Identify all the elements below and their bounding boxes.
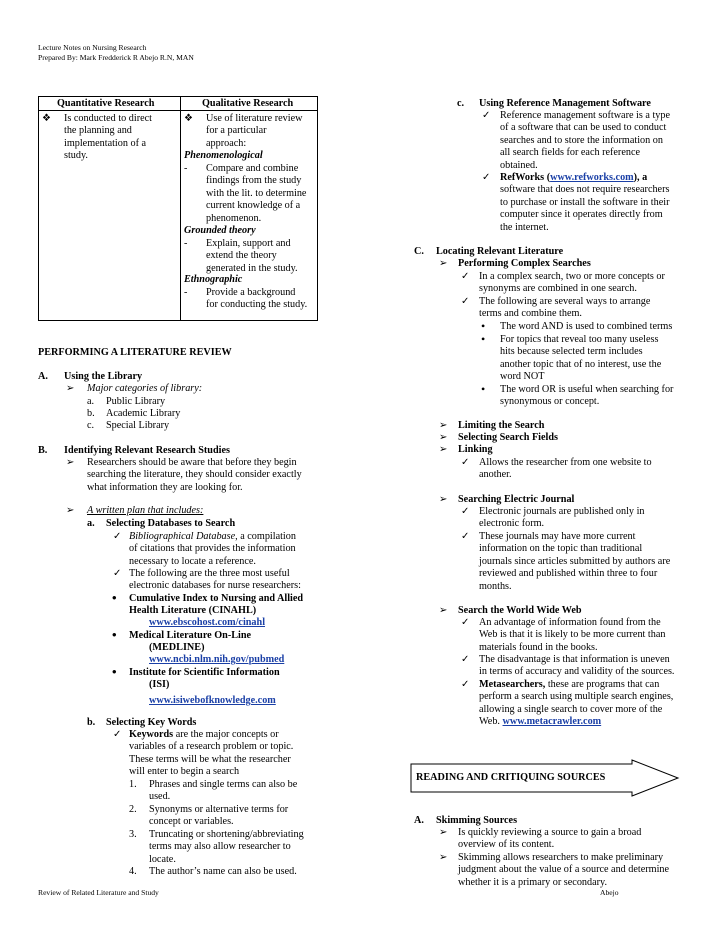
arrow-bullet-icon: ➢ (439, 258, 448, 269)
text-line: electronic form. (479, 518, 545, 530)
using-library-heading: Using the Library (64, 371, 143, 382)
text-line: Web is that it is likely to be more current than (479, 629, 666, 641)
list-label: a. (87, 518, 95, 529)
text-line: An advantage of information found from the (479, 617, 661, 628)
arrow-bullet-icon: ➢ (439, 852, 448, 863)
text-line: perform a search using multiple search engines, (479, 691, 674, 703)
table-header-qualitative: Qualitative Research (202, 98, 294, 109)
check-icon: ✓ (461, 531, 470, 542)
arrow-bullet-icon: ➢ (66, 383, 75, 394)
list-label: A. (38, 371, 48, 382)
bibliographical-database: Bibliographical Database, (129, 531, 238, 542)
header-line-1: Lecture Notes on Nursing Research (38, 43, 147, 52)
text-line: of citations that provides the information (129, 543, 296, 555)
text-line: Health Literature (CINAHL) (129, 605, 257, 617)
arrow-bullet-icon: ➢ (439, 827, 448, 838)
table-line: Explain, support and (206, 238, 291, 249)
text-line: Truncating or shortening/abbreviating (149, 829, 304, 840)
check-icon: ✓ (113, 568, 122, 579)
world-wide-web-heading: Search the World Wide Web (458, 605, 582, 616)
selecting-keywords-heading: Selecting Key Words (106, 717, 197, 728)
arrow-bullet-icon: ➢ (66, 505, 75, 516)
list-label: 1. (129, 779, 137, 790)
check-icon: ✓ (461, 271, 470, 282)
text-line: another. (479, 469, 512, 481)
table-line: implementation of a (64, 137, 147, 149)
text-line: These terms will be what the researcher (129, 753, 291, 765)
table-line: Compare and combine (206, 163, 299, 174)
list-label: a. (87, 396, 95, 407)
check-icon: ✓ (461, 679, 470, 690)
text-line: another topic that of no interest, use the (500, 358, 662, 370)
selecting-fields-heading: Selecting Search Fields (458, 432, 558, 443)
text-line: The word AND is used to combined terms (500, 321, 673, 332)
table-line: study. (64, 150, 88, 162)
diamond-bullet-icon: ❖ (42, 113, 52, 124)
header-line-2: Prepared By: Mark Fredderick R Abejo R.N, MAN (38, 53, 194, 62)
text-line: synonymous or concept. (500, 396, 600, 408)
text-line: reviewed and published within three to four (479, 568, 658, 580)
text-line: Institute for Scientific Information (129, 667, 280, 678)
phenomenological-heading: Phenomenological (184, 150, 263, 161)
table-line: Use of literature review (206, 113, 303, 124)
reference-software-heading: Using Reference Management Software (479, 98, 651, 109)
text-line: The word OR is useful when searching for (500, 384, 674, 395)
dot-bullet-icon: • (481, 319, 486, 333)
check-icon: ✓ (461, 457, 470, 468)
complex-searches-heading: Performing Complex Searches (458, 258, 591, 269)
text-line: locate. (149, 853, 176, 865)
arrow-bullet-icon: ➢ (439, 605, 448, 616)
dot-bullet-icon: • (112, 590, 117, 605)
text-line: variables of a research problem or topic. (129, 741, 294, 753)
text-line: necessary to locate a reference. (129, 555, 256, 567)
text-line: The following are the three most useful (129, 568, 290, 579)
locating-literature-heading: Locating Relevant Literature (436, 246, 564, 257)
arrow-bullet-icon: ➢ (439, 420, 448, 431)
written-plan: A written plan that includes: (87, 505, 204, 516)
limiting-search-heading: Limiting the Search (458, 420, 545, 431)
text-line: Cumulative Index to Nursing and Allied (129, 593, 304, 604)
text-line: to purchase or install the software in their (500, 196, 670, 208)
list-item: Public Library (106, 396, 166, 407)
table-line: for a particular (206, 125, 267, 137)
text-line: electronic databases for nurse researchers: (129, 580, 301, 592)
text-line: terms and combine them. (479, 308, 582, 320)
list-label: b. (87, 408, 95, 419)
list-item: Academic Library (106, 408, 181, 419)
list-label: 2. (129, 804, 137, 815)
skimming-sources-heading: Skimming Sources (436, 815, 518, 826)
table-line: for conducting the study. (206, 299, 308, 311)
identifying-studies-heading: Identifying Relevant Research Studies (64, 445, 230, 456)
refworks-link[interactable]: www.refworks.com (550, 172, 634, 183)
check-icon: ✓ (482, 110, 491, 121)
check-icon: ✓ (113, 729, 122, 740)
list-label: C. (414, 246, 424, 257)
table-line: with the lit. to determine (206, 187, 307, 199)
text-line: software that does not require researchers (500, 184, 670, 196)
text-line: whether it is a primary or secondary. (458, 876, 607, 888)
dot-bullet-icon: • (481, 332, 486, 346)
text-line: terms may also allow researcher to (149, 841, 291, 853)
text-line: Phrases and single terms can also be (149, 779, 298, 790)
table-line: current knowledge of a (206, 200, 301, 212)
text-line: Researchers should be aware that before they begin (87, 457, 297, 468)
text-line: Electronic journals are published only in (479, 506, 645, 517)
text-line: (ISI) (149, 679, 170, 690)
reading-critiquing-title: READING AND CRITIQUING SOURCES (416, 772, 606, 783)
arrow-bullet-icon: ➢ (439, 494, 448, 505)
electric-journal-heading: Searching Electric Journal (458, 494, 575, 505)
check-icon: ✓ (482, 172, 491, 183)
text-line: Reference management software is a type (500, 110, 670, 121)
arrow-bullet-icon: ➢ (66, 457, 75, 468)
table-header-quantitative: Quantitative Research (57, 98, 155, 109)
arrow-bullet-icon: ➢ (439, 444, 448, 455)
text-line: overview of its content. (458, 839, 555, 851)
text-line: Allows the researcher from one website to (479, 457, 652, 468)
text-line: Medical Literature On-Line (129, 630, 252, 641)
text-line: searching the literature, they should consider exactly (87, 469, 302, 481)
list-item: Special Library (106, 420, 170, 431)
text-line: will enter to begin a search (129, 766, 240, 778)
footer-left: Review of Related Literature and Study (38, 888, 159, 897)
text-line: of a software that can be used to conduct (500, 122, 667, 134)
text-line: obtained. (500, 159, 538, 171)
text-line: judgment about the value of a source and determine (458, 864, 670, 876)
table-line: generated in the study. (206, 262, 298, 274)
metasearchers-term: Metasearchers, (479, 679, 546, 690)
ethnographic-heading: Ethnographic (184, 274, 243, 285)
text-line: Is quickly reviewing a source to gain a broad (458, 827, 642, 838)
text-line: used. (149, 791, 171, 803)
list-label: c. (457, 98, 465, 109)
dot-bullet-icon: • (112, 627, 117, 642)
table-line: extend the theory (206, 250, 277, 262)
grounded-theory-heading: Grounded theory (184, 225, 256, 236)
text-line: The following are several ways to arrange (479, 296, 651, 307)
text-line: These journals may have more current (479, 531, 636, 542)
text-line: journals since articles submitted by authors are (479, 555, 671, 567)
text-line: (MEDLINE) (149, 642, 205, 653)
major-categories: Major categories of library: (87, 383, 203, 394)
list-label: b. (87, 717, 96, 728)
text-line: these are programs that can (547, 679, 660, 690)
text-line: Synonyms or alternative terms for (149, 804, 289, 815)
text-line: concept or variables. (149, 816, 234, 828)
text-line: a compilation (240, 531, 296, 542)
table-line: the planning and (64, 125, 132, 137)
check-icon: ✓ (461, 296, 470, 307)
table-line: Provide a background (206, 287, 296, 298)
table-line: findings from the study (206, 175, 302, 187)
list-label: c. (87, 420, 95, 431)
refworks-term-end: ), a (633, 172, 648, 183)
check-icon: ✓ (113, 531, 122, 542)
text-line: The disadvantage is that information is uneven (479, 654, 670, 665)
table-line: approach: (206, 137, 247, 149)
check-icon: ✓ (461, 654, 470, 665)
list-label: A. (414, 815, 424, 826)
table-line: Is conducted to direct (64, 113, 152, 124)
text-line: Web. (479, 716, 500, 728)
cinahl-link[interactable]: www.ebscohost.com/cinahl (149, 617, 266, 628)
list-label: 3. (129, 829, 137, 840)
text-line: materials found in the books. (479, 641, 598, 653)
section-title-literature-review: PERFORMING A LITERATURE REVIEW (38, 347, 232, 358)
comparison-table: Quantitative Research Qualitative Research ❖ Is conducted to direct the planning and implementation of a study. ❖ Use of literature review for a particular approach: Phenomenological - Compare and combine findings from the study with the lit. to determine current knowledge of a phenomenon. Grounded theory - Explain, support and extend the theory generated in the study. Ethnographic - Provide a background for conducting the study. (38, 96, 318, 321)
text-line: synonyms are combined in one search. (479, 283, 637, 295)
text-line: The author’s name can also be used. (149, 866, 297, 877)
check-icon: ✓ (461, 506, 470, 517)
isi-link[interactable]: www.isiwebofknowledge.com (149, 695, 276, 706)
arrow-bullet-icon: ➢ (439, 432, 448, 443)
text-line: allowing a single search to cover more of the (479, 703, 663, 715)
text-line: hits because selected term includes (500, 346, 643, 358)
text-line: are the major concepts or (175, 729, 279, 740)
text-line: information on the topic than traditional (479, 543, 643, 555)
dot-bullet-icon: • (112, 664, 117, 679)
keywords-term: Keywords (129, 729, 174, 740)
linking-heading: Linking (458, 444, 493, 455)
text-line: what information they are looking for. (87, 481, 243, 493)
footer-right: Abejo (600, 888, 619, 897)
text-line: Skimming allows researchers to make preliminary (458, 852, 664, 863)
selecting-databases-heading: Selecting Databases to Search (106, 518, 236, 529)
text-line: months. (479, 580, 512, 592)
text-line: the internet. (500, 221, 549, 233)
text-line: searches and to store the information on (500, 134, 663, 146)
check-icon: ✓ (461, 617, 470, 628)
section-arrow-banner (410, 759, 680, 797)
text-line: word NOT (500, 371, 545, 383)
list-label: 4. (129, 866, 137, 877)
dot-bullet-icon: • (481, 382, 486, 396)
table-line: phenomenon. (206, 212, 262, 224)
diamond-bullet-icon: ❖ (184, 113, 194, 124)
text-line: computer since it operates directly from (500, 209, 663, 221)
list-label: B. (38, 445, 48, 456)
refworks-term: RefWorks ( (500, 172, 551, 183)
text-line: For topics that reveal too many useless (500, 334, 659, 345)
text-line: all search fields for each reference (500, 147, 640, 159)
metacrawler-link[interactable]: www.metacrawler.com (502, 716, 602, 728)
text-line: in terms of accuracy and validity of the sources. (479, 666, 675, 678)
text-line: In a complex search, two or more concepts or (479, 271, 665, 282)
medline-link[interactable]: www.ncbi.nlm.nih.gov/pubmed (149, 654, 285, 665)
